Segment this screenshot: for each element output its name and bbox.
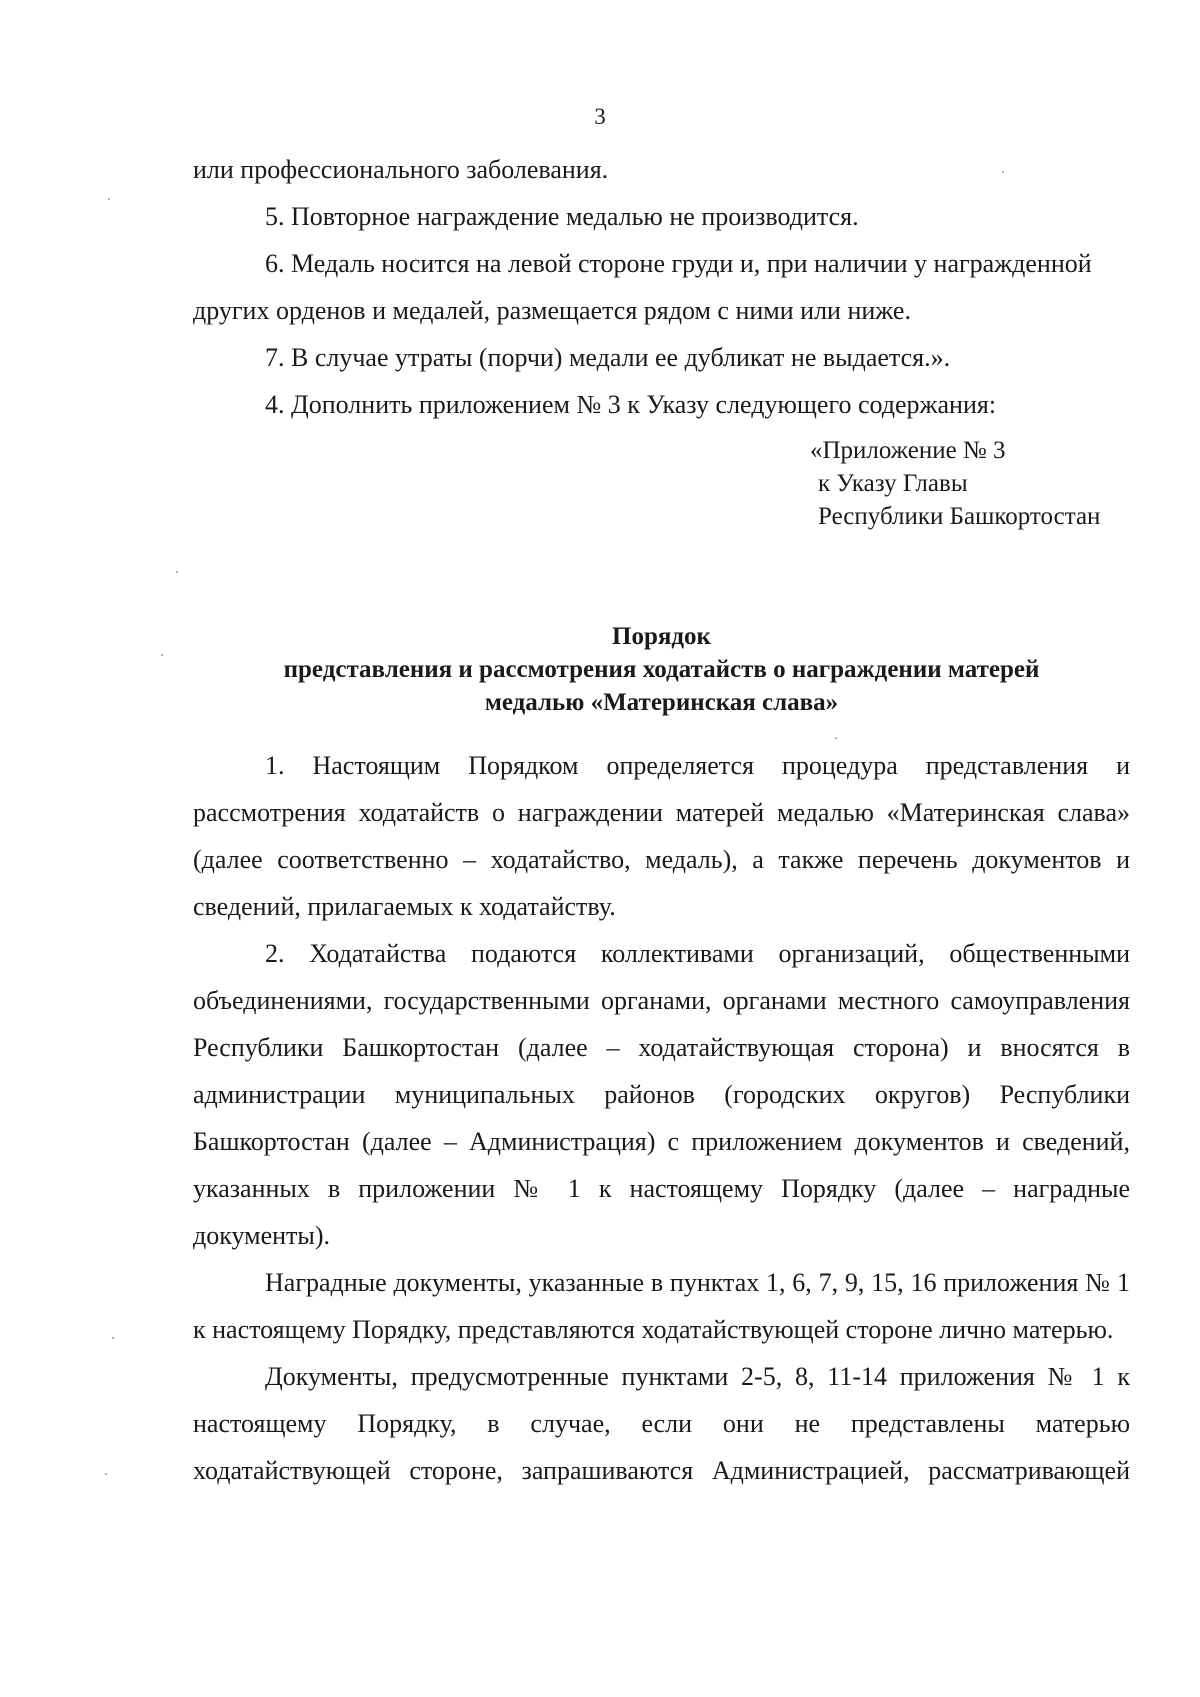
paragraph-item-4: 4. Дополнить приложением № 3 к Указу следующего содержания: xyxy=(265,390,997,419)
scan-speck xyxy=(105,1473,107,1475)
continuation-text xyxy=(193,146,1130,428)
appendix-line: к Указу Главы xyxy=(818,470,968,497)
scan-speck xyxy=(835,737,837,739)
section-heading xyxy=(193,620,1130,719)
paragraph-line: или профессионального заболевания. xyxy=(193,155,609,184)
body-text xyxy=(193,742,1130,1494)
body-paragraph-2: 2. Ходатайства подаются коллективами организаций, общественными объединениями, государственными органами, органами местного самоуправления Республики Башкортостан (далее – ходатайствующая сторона) и вносятся в администрации муниципальных районов (городских округов) Республики Башкортостан (далее – Администрация) с приложением документов и сведений, указанных в приложении № 1 к настоящему Порядку (далее – наградные документы). xyxy=(193,939,1130,1250)
scan-speck xyxy=(112,1337,114,1339)
page-number: 3 xyxy=(594,104,606,129)
heading-subtitle: медалью «Материнская слава» xyxy=(484,689,839,716)
scan-speck xyxy=(108,198,110,200)
paragraph-item-6: 6. Медаль носится на левой стороне груди и, при наличии у награжденной xyxy=(265,249,1092,278)
scan-speck xyxy=(176,571,178,573)
paragraph-item-7: 7. В случае утраты (порчи) медали ее дубликат не выдается.». xyxy=(265,343,951,372)
heading-subtitle: представления и рассмотрения ходатайств о награждении матерей xyxy=(283,656,1040,683)
appendix-reference xyxy=(810,434,1100,533)
body-paragraph-3: Наградные документы, указанные в пунктах 1, 6, 7, 9, 15, 16 приложения № 1 к настоящему Порядку, представляются ходатайствующей стороне лично матерью. xyxy=(193,1268,1130,1344)
body-paragraph-1: 1. Настоящим Порядком определяется процедура представления и рассмотрения ходатайств о награждении матерей медалью «Материнская слава» (далее соответственно – ходатайство, медаль), а также перечень документов и сведений, прилагаемых к ходатайству. xyxy=(193,751,1130,921)
paragraph-item-6-cont: других орденов и медалей, размещается рядом с ними или ниже. xyxy=(193,296,911,325)
body-paragraph-4: Документы, предусмотренные пунктами 2-5, 8, 11-14 приложения № 1 к настоящему Порядку, в случае, если они не представлены матерью ходатайствующей стороне, запрашиваются Администрацией, рассматривающей xyxy=(193,1362,1130,1485)
appendix-line: «Приложение № 3 xyxy=(810,437,1006,464)
scan-speck xyxy=(161,654,163,656)
appendix-line: Республики Башкортостан xyxy=(818,503,1101,530)
paragraph-item-5: 5. Повторное награждение медалью не производится. xyxy=(265,202,859,231)
heading-title: Порядок xyxy=(612,623,711,650)
scan-speck xyxy=(1002,171,1004,173)
